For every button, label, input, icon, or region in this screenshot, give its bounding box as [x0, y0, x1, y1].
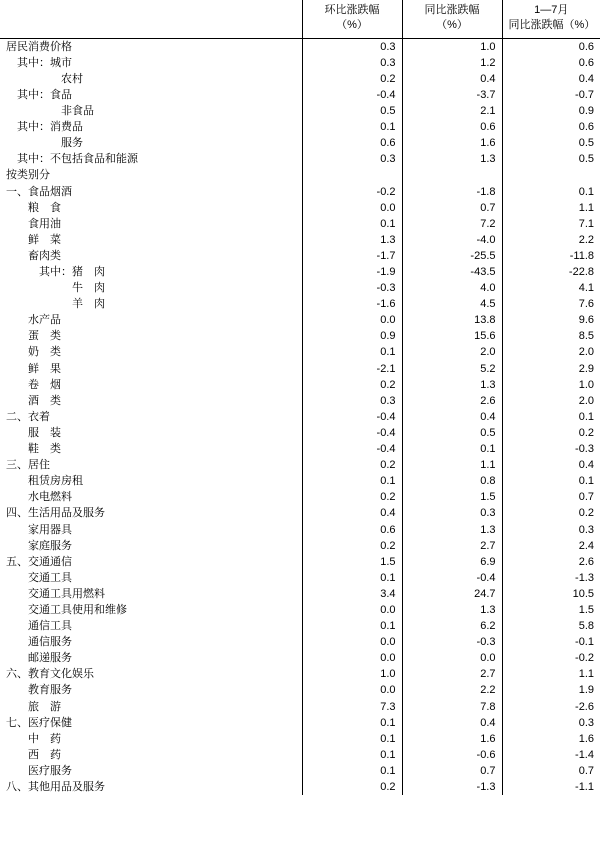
row-label: 七、医疗保健	[0, 715, 302, 731]
header-cell-label	[0, 0, 302, 38]
row-value-mom: 0.1	[302, 618, 402, 634]
row-value-yoy: -1.3	[402, 779, 502, 795]
row-value-cumulative: 0.6	[578, 40, 594, 53]
row-value-mom: 7.3	[302, 699, 402, 715]
row-value-yoy: 1.3	[402, 522, 502, 538]
row-label: 水电燃料	[0, 489, 302, 505]
row-value-yoy: 7.2	[402, 216, 502, 232]
row-label: 旅 游	[0, 699, 302, 715]
row-value-yoy: -43.5	[402, 264, 502, 280]
row-value-mom: 3.4	[302, 586, 402, 602]
row-label: 教育服务	[0, 682, 302, 698]
row-value-cumulative: 1.5	[578, 603, 594, 616]
row-value-mom: -2.1	[302, 361, 402, 377]
row-value-mom: 0.0	[302, 650, 402, 666]
row-value-yoy: 0.5	[402, 425, 502, 441]
table-row	[0, 473, 600, 489]
row-value-cumulative: 0.4	[578, 459, 594, 472]
row-value-yoy: -0.6	[402, 747, 502, 763]
row-value-mom: 0.1	[302, 473, 402, 489]
row-label: 四、生活用品及服务	[0, 505, 302, 521]
row-value-yoy: 2.7	[402, 666, 502, 682]
row-label: 羊 肉	[0, 296, 302, 312]
header-mom-title: 环比涨跌幅	[324, 4, 380, 16]
row-label: 鲜 果	[0, 361, 302, 377]
row-value-mom: 0.2	[302, 779, 402, 795]
row-value-yoy: 1.2	[402, 55, 502, 71]
row-label: 畜肉类	[0, 248, 302, 264]
row-value-mom: -0.3	[302, 280, 402, 296]
row-value-cumulative: -1.1	[575, 781, 594, 793]
row-value-cumulative: 5.8	[578, 620, 594, 633]
row-value-mom: -0.4	[302, 409, 402, 425]
row-label: 交通工具使用和维修	[0, 602, 302, 618]
row-label: 鞋 类	[0, 441, 302, 457]
row-value-mom: 0.0	[302, 634, 402, 650]
row-value-yoy: 24.7	[402, 586, 502, 602]
row-label: 交通工具用燃料	[0, 586, 302, 602]
table-row	[0, 618, 600, 634]
table-row	[0, 264, 600, 280]
row-value-cumulative: 0.6	[578, 121, 594, 134]
row-value-yoy: 0.4	[402, 409, 502, 425]
row-value-mom: 0.1	[302, 344, 402, 360]
table-row	[0, 232, 600, 248]
row-value-yoy: 1.0	[402, 38, 502, 55]
row-label: 八、其他用品及服务	[0, 779, 302, 795]
row-label: 水产品	[0, 312, 302, 328]
row-value-yoy: 1.3	[402, 151, 502, 167]
row-value-cumulative: 2.4	[578, 539, 594, 552]
row-value-mom: 0.1	[302, 731, 402, 747]
row-value-cumulative: -22.8	[568, 266, 594, 278]
row-value-cumulative	[502, 167, 600, 183]
row-value-yoy: 4.5	[402, 296, 502, 312]
row-label: 非食品	[0, 103, 302, 119]
row-value-cumulative: 2.9	[578, 362, 594, 375]
row-value-mom: 1.5	[302, 554, 402, 570]
table-row	[0, 216, 600, 232]
row-value-mom: 0.3	[302, 151, 402, 167]
row-value-yoy: 5.2	[402, 361, 502, 377]
row-value-yoy: 2.1	[402, 103, 502, 119]
row-value-yoy: -3.7	[402, 87, 502, 103]
row-value-mom: 0.2	[302, 457, 402, 473]
row-value-mom: 0.4	[302, 505, 402, 521]
table-row	[0, 699, 600, 715]
row-label: 食用油	[0, 216, 302, 232]
table-row	[0, 328, 600, 344]
row-value-cumulative: 4.1	[578, 282, 594, 295]
row-value-yoy: 2.0	[402, 344, 502, 360]
row-label: 通信服务	[0, 634, 302, 650]
row-value-cumulative: -0.1	[575, 636, 594, 649]
row-value-cumulative: 7.1	[578, 217, 594, 230]
row-value-mom: 0.1	[302, 216, 402, 232]
row-value-cumulative: 0.1	[578, 475, 594, 488]
row-label: 通信工具	[0, 618, 302, 634]
table-row	[0, 87, 600, 103]
row-label: 居民消费价格	[0, 38, 302, 55]
row-value-mom: 0.6	[302, 522, 402, 538]
row-value-yoy: 0.6	[402, 119, 502, 135]
row-label: 租赁房房租	[0, 473, 302, 489]
row-value-yoy: -1.8	[402, 184, 502, 200]
row-value-mom: -0.2	[302, 184, 402, 200]
table-row	[0, 135, 600, 151]
table-row	[0, 312, 600, 328]
row-value-cumulative: 7.6	[578, 298, 594, 311]
row-value-mom: -0.4	[302, 441, 402, 457]
row-value-yoy: 1.3	[402, 377, 502, 393]
table-row	[0, 167, 600, 183]
row-label: 二、衣着	[0, 409, 302, 425]
row-label: 鲜 菜	[0, 232, 302, 248]
row-value-yoy: -0.3	[402, 634, 502, 650]
row-label: 三、居住	[0, 457, 302, 473]
row-label: 家用器具	[0, 522, 302, 538]
row-value-yoy: 2.6	[402, 393, 502, 409]
row-value-yoy: 7.8	[402, 699, 502, 715]
table-row	[0, 570, 600, 586]
table-body	[0, 38, 600, 795]
row-value-cumulative: -0.2	[575, 652, 594, 665]
table-row	[0, 602, 600, 618]
header-yoy-unit: （%）	[436, 18, 468, 31]
row-value-yoy: 0.8	[402, 473, 502, 489]
table-row	[0, 200, 600, 216]
table-row	[0, 361, 600, 377]
row-value-cumulative: 0.5	[578, 153, 594, 166]
row-label: 其中：不包括食品和能源	[0, 151, 302, 167]
table-row	[0, 682, 600, 698]
row-value-mom: -1.7	[302, 248, 402, 264]
row-value-mom: 0.1	[302, 119, 402, 135]
row-value-yoy: 1.6	[402, 731, 502, 747]
row-label: 交通工具	[0, 570, 302, 586]
row-label: 服务	[0, 135, 302, 151]
row-value-mom: 0.1	[302, 747, 402, 763]
row-value-yoy: 0.3	[402, 505, 502, 521]
row-value-cumulative: 0.5	[578, 137, 594, 150]
row-value-mom	[302, 167, 402, 183]
row-value-mom: -0.4	[302, 87, 402, 103]
row-value-yoy: -25.5	[402, 248, 502, 264]
table-row	[0, 184, 600, 200]
row-value-cumulative: 0.4	[578, 72, 594, 85]
table-row	[0, 425, 600, 441]
table-row	[0, 38, 600, 55]
table-row	[0, 522, 600, 538]
row-value-yoy: 0.4	[402, 71, 502, 87]
row-value-yoy: -4.0	[402, 232, 502, 248]
header-yoy-title: 同比涨跌幅	[424, 4, 480, 16]
table-row	[0, 103, 600, 119]
row-value-yoy: 15.6	[402, 328, 502, 344]
row-value-yoy: 13.8	[402, 312, 502, 328]
row-value-cumulative: -1.3	[575, 571, 594, 584]
row-value-yoy: 0.4	[402, 715, 502, 731]
row-value-cumulative: 10.5	[572, 587, 594, 600]
row-value-cumulative: 0.9	[578, 105, 594, 118]
row-value-yoy: 1.6	[402, 135, 502, 151]
row-label: 其中：城市	[0, 55, 302, 71]
table-row	[0, 55, 600, 71]
table-row	[0, 71, 600, 87]
row-value-yoy: 6.2	[402, 618, 502, 634]
row-value-yoy: 4.0	[402, 280, 502, 296]
row-value-cumulative: 0.6	[578, 56, 594, 69]
header-cell-mom	[302, 0, 402, 38]
table-row	[0, 747, 600, 763]
row-value-mom: 0.3	[302, 55, 402, 71]
row-value-mom: 0.0	[302, 312, 402, 328]
header-mom-unit: （%）	[336, 18, 368, 31]
row-value-mom: 0.0	[302, 682, 402, 698]
row-value-mom: 1.0	[302, 666, 402, 682]
row-value-cumulative: 1.6	[578, 732, 594, 745]
table-row	[0, 280, 600, 296]
row-value-yoy: 2.7	[402, 538, 502, 554]
row-label: 按类别分	[0, 167, 302, 183]
row-value-yoy: 0.7	[402, 763, 502, 779]
table-row	[0, 586, 600, 602]
header-cell-cumulative	[502, 0, 600, 38]
row-value-cumulative: -1.4	[575, 748, 594, 761]
row-value-cumulative: 0.2	[578, 426, 594, 439]
row-value-cumulative: 2.2	[578, 233, 594, 246]
row-value-mom: 1.3	[302, 232, 402, 248]
row-label: 六、教育文化娱乐	[0, 666, 302, 682]
row-value-cumulative: 0.1	[578, 410, 594, 423]
row-label: 其中：消费品	[0, 119, 302, 135]
row-label: 邮递服务	[0, 650, 302, 666]
row-value-cumulative: 0.3	[578, 716, 594, 729]
table-row	[0, 763, 600, 779]
row-value-cumulative: 2.0	[578, 394, 594, 407]
table-row	[0, 505, 600, 521]
row-value-yoy	[402, 167, 502, 183]
row-value-mom: -0.4	[302, 425, 402, 441]
row-label: 牛 肉	[0, 280, 302, 296]
row-value-cumulative: 0.7	[578, 491, 594, 504]
header-cumulative-period: 1—7月	[534, 4, 569, 16]
table-header	[0, 0, 600, 38]
row-value-cumulative: 8.5	[578, 330, 594, 343]
row-value-cumulative: 1.9	[578, 684, 594, 697]
row-value-cumulative: 0.1	[578, 185, 594, 198]
row-value-mom: 0.9	[302, 328, 402, 344]
table-row	[0, 377, 600, 393]
row-label: 中 药	[0, 731, 302, 747]
row-value-mom: 0.2	[302, 71, 402, 87]
table-row	[0, 538, 600, 554]
row-value-mom: -1.9	[302, 264, 402, 280]
table-row	[0, 731, 600, 747]
row-value-yoy: 1.3	[402, 602, 502, 618]
row-label: 服 装	[0, 425, 302, 441]
row-value-cumulative: -2.6	[575, 700, 594, 713]
row-label: 西 药	[0, 747, 302, 763]
row-value-cumulative: -11.8	[569, 249, 594, 262]
row-label: 家庭服务	[0, 538, 302, 554]
row-label: 其中：猪 肉	[0, 264, 302, 280]
row-value-mom: 0.2	[302, 538, 402, 554]
row-value-mom: 0.1	[302, 570, 402, 586]
row-value-cumulative: 2.0	[578, 346, 594, 359]
row-value-yoy: 1.1	[402, 457, 502, 473]
row-value-mom: 0.1	[302, 715, 402, 731]
row-value-cumulative: 1.1	[578, 668, 594, 681]
table-row	[0, 393, 600, 409]
table-row	[0, 666, 600, 682]
row-label: 酒 类	[0, 393, 302, 409]
row-label: 卷 烟	[0, 377, 302, 393]
row-label: 医疗服务	[0, 763, 302, 779]
header-row	[0, 0, 600, 38]
row-value-mom: 0.3	[302, 393, 402, 409]
row-value-cumulative: 1.0	[578, 378, 594, 391]
row-value-yoy: 0.1	[402, 441, 502, 457]
row-value-cumulative: 9.6	[578, 314, 594, 327]
row-value-cumulative: 1.1	[578, 201, 594, 214]
row-value-mom: 0.2	[302, 489, 402, 505]
table-row	[0, 715, 600, 731]
table-row	[0, 119, 600, 135]
table-row	[0, 489, 600, 505]
row-value-mom: 0.3	[302, 38, 402, 55]
header-cell-yoy	[402, 0, 502, 38]
row-value-cumulative: 2.6	[578, 555, 594, 568]
row-value-mom: 0.1	[302, 763, 402, 779]
row-value-yoy: 2.2	[402, 682, 502, 698]
row-value-cumulative: 0.3	[578, 523, 594, 536]
table-row	[0, 248, 600, 264]
row-value-mom: -1.6	[302, 296, 402, 312]
table-row	[0, 409, 600, 425]
row-value-yoy: 1.5	[402, 489, 502, 505]
table-row	[0, 151, 600, 167]
table-row	[0, 344, 600, 360]
row-value-yoy: 0.0	[402, 650, 502, 666]
table-row	[0, 650, 600, 666]
row-value-yoy: 6.9	[402, 554, 502, 570]
table-row	[0, 441, 600, 457]
row-value-cumulative: -0.7	[575, 88, 594, 101]
table-row	[0, 457, 600, 473]
table-row	[0, 779, 600, 795]
row-value-cumulative: 0.2	[578, 507, 594, 520]
row-label: 奶 类	[0, 344, 302, 360]
row-label: 粮 食	[0, 200, 302, 216]
row-value-mom: 0.0	[302, 602, 402, 618]
header-cumulative-title: 同比涨跌幅（%）	[508, 18, 596, 31]
table-row	[0, 296, 600, 312]
row-value-yoy: -0.4	[402, 570, 502, 586]
row-value-yoy: 0.7	[402, 200, 502, 216]
row-value-mom: 0.5	[302, 103, 402, 119]
row-label: 其中：食品	[0, 87, 302, 103]
row-value-cumulative: -0.3	[575, 443, 594, 456]
row-label: 蛋 类	[0, 328, 302, 344]
row-label: 五、交通通信	[0, 554, 302, 570]
row-value-mom: 0.6	[302, 135, 402, 151]
row-label: 一、食品烟酒	[0, 184, 302, 200]
row-value-mom: 0.0	[302, 200, 402, 216]
row-value-mom: 0.2	[302, 377, 402, 393]
row-value-cumulative: 0.7	[578, 764, 594, 777]
table-row	[0, 634, 600, 650]
row-label: 农村	[0, 71, 302, 87]
table-row	[0, 554, 600, 570]
